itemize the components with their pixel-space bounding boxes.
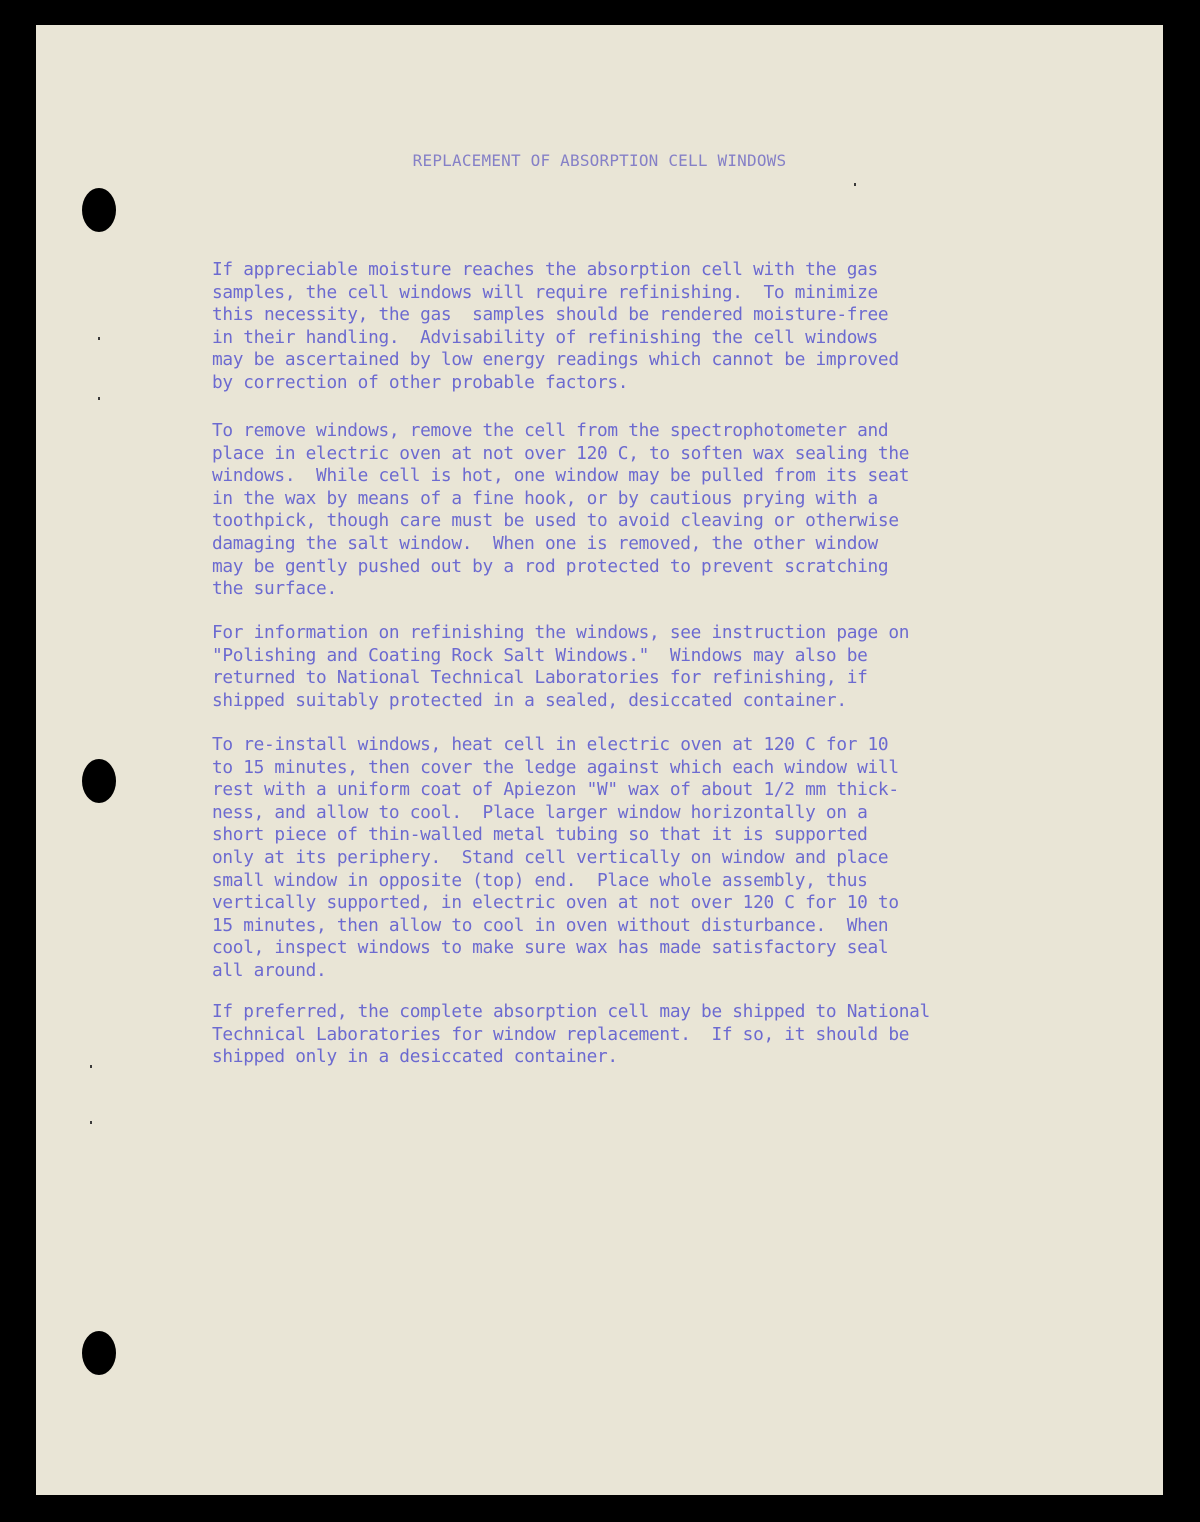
paragraph-refinishing-info: For information on refinishing the windows, see instruction page on "Polishing and Coating Rock Salt Windows." Windows may also be returned to National Technical Laboratories for refinishing, if shipped suitably protected in a sealed, desiccated container. bbox=[212, 622, 910, 711]
paper-speck bbox=[90, 1121, 92, 1124]
document-page bbox=[36, 25, 1163, 1495]
paragraph-ship-cell: If preferred, the complete absorption cell may be shipped to National Technical Laboratories for window replacement. If so, it should be shipped only in a desiccated container. bbox=[212, 1001, 930, 1068]
punch-hole bbox=[82, 188, 116, 232]
paragraph-moisture: If appreciable moisture reaches the absorption cell with the gas samples, the cell windows will require refinishing. To minimize this necessity, the gas samples should be rendered moisture-free in their handling. Advisability of refinishing the cell windows may be ascertained by low energy readings which cannot be improved by correction of other probable factors. bbox=[212, 259, 899, 393]
paper-speck bbox=[98, 397, 100, 400]
paragraph-reinstall-windows: To re-install windows, heat cell in electric oven at 120 C for 10 to 15 minutes, then cover the ledge against which each window will rest with a uniform coat of Apiezon "W" wax of about 1/2 mm thick- ness, and allow to cool. Place larger window horizontally on a short piece of thin-walled metal tubing so that it is supported only at its periphery. Stand cell vertically on window and place small window in opposite (top) end. Place whole assembly, thus vertically supported, in electric oven at not over 120 C for 10 to 15 minutes, then allow to cool in oven without disturbance. When cool, inspect windows to make sure wax has made satisfactory seal all around. bbox=[212, 734, 899, 981]
paper-speck bbox=[98, 337, 100, 340]
page-title: REPLACEMENT OF ABSORPTION CELL WINDOWS bbox=[412, 151, 787, 170]
punch-hole bbox=[82, 1331, 116, 1375]
punch-hole bbox=[82, 759, 116, 803]
paragraph-remove-windows: To remove windows, remove the cell from the spectrophotometer and place in electric oven at not over 120 C, to soften wax sealing the windows. While cell is hot, one window may be pulled from its seat in the wax by means of a fine hook, or by cautious prying with a toothpick, though care must be used to avoid cleaving or otherwise damaging the salt window. When one is removed, the other window may be gently pushed out by a rod protected to prevent scratching the surface. bbox=[212, 420, 910, 600]
paper-speck bbox=[854, 183, 856, 186]
paper-speck bbox=[90, 1065, 92, 1068]
